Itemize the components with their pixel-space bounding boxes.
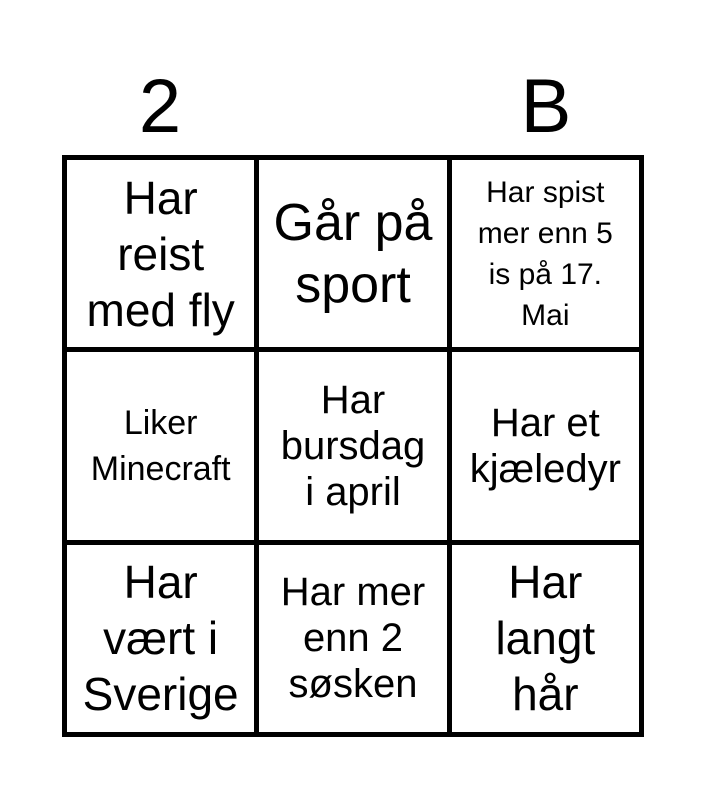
bingo-cell-9[interactable] [452, 545, 639, 732]
bingo-cell-2[interactable] [259, 160, 446, 347]
header-letter-3: B [520, 64, 572, 149]
bingo-cell-text: Liker Minecraft [90, 403, 231, 488]
bingo-cell-text: Har langt hår [495, 556, 596, 721]
bingo-cell-7[interactable] [67, 545, 254, 732]
bingo-cell-1[interactable] [67, 160, 254, 347]
bingo-cell-4[interactable] [67, 352, 254, 539]
bingo-cell-3[interactable] [452, 160, 639, 347]
bingo-cell-text: Har vært i Sverige [82, 556, 239, 721]
bingo-board [62, 155, 644, 737]
header-letter-1: 2 [138, 64, 182, 149]
header-letter-2 [257, 62, 449, 152]
bingo-cell-text: Har et kjæledyr [469, 400, 621, 491]
bingo-cell-text: Går på sport [273, 193, 433, 314]
bingo-cell-text: Har reist med fly [86, 171, 235, 336]
bingo-cell-8[interactable] [259, 545, 446, 732]
bingo-cell-text: Har mer enn 2 søsken [280, 570, 426, 707]
bingo-cell-text: Har spist mer enn 5 is på 17. Mai [477, 175, 613, 332]
bingo-cell-text: Har bursdag i april [280, 377, 426, 514]
bingo-header [64, 62, 642, 152]
bingo-cell-5[interactable] [259, 352, 446, 539]
bingo-cell-6[interactable] [452, 352, 639, 539]
